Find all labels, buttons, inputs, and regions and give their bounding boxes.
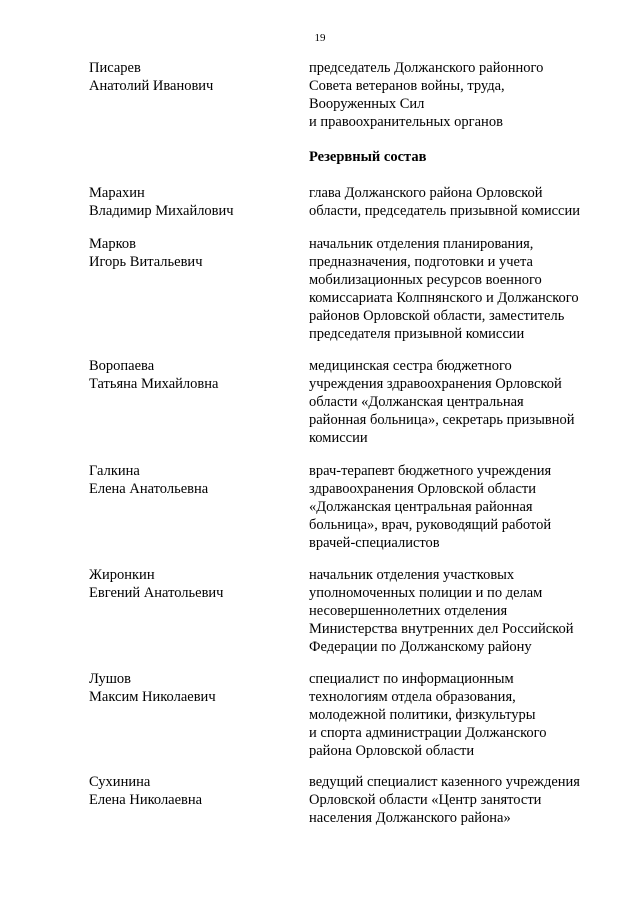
- member-role-line: начальник отделения участковых: [309, 567, 515, 583]
- member-role-line: специалист по информационным: [309, 671, 514, 687]
- member-role-line: начальник отделения планирования,: [309, 236, 534, 252]
- page-number: 19: [314, 32, 326, 44]
- member-name-surname: Писарев: [89, 60, 141, 76]
- member-name-given: Максим Николаевич: [89, 689, 216, 705]
- member-role-line: учреждения здравоохранения Орловской: [309, 376, 562, 392]
- member-role-line: врачей-специалистов: [309, 535, 440, 551]
- member-role-line: Вооруженных Сил: [309, 96, 425, 112]
- member-role-line: Орловской области «Центр занятости: [309, 792, 542, 808]
- member-role-line: мобилизационных ресурсов военного: [309, 272, 542, 288]
- member-name-surname: Сухинина: [89, 774, 151, 790]
- member-name-surname: Марахин: [89, 185, 145, 201]
- member-role-line: Министерства внутренних дел Российской: [309, 621, 574, 637]
- member-role-line: и правоохранительных органов: [309, 114, 503, 130]
- member-name-given: Татьяна Михайловна: [89, 376, 219, 392]
- member-role-line: председателя призывной комиссии: [309, 326, 525, 342]
- member-role-line: комиссии: [309, 430, 368, 446]
- member-role-line: населения Должанского района»: [309, 810, 511, 826]
- member-role-line: комиссариата Колпнянского и Должанского: [309, 290, 579, 306]
- member-role-line: уполномоченных полиции и по делам: [309, 585, 543, 601]
- member-role-line: молодежной политики, физкультуры: [309, 707, 536, 723]
- member-role-line: технологиям отдела образования,: [309, 689, 516, 705]
- member-name-surname: Марков: [89, 236, 136, 252]
- member-name-surname: Лушов: [89, 671, 131, 687]
- member-name-given: Анатолий Иванович: [89, 78, 214, 94]
- member-name-given: Владимир Михайлович: [89, 203, 234, 219]
- member-role-line: ведущий специалист казенного учреждения: [309, 774, 580, 790]
- member-role-line: врач-терапевт бюджетного учреждения: [309, 463, 552, 479]
- member-role-line: предназначения, подготовки и учета: [309, 254, 533, 270]
- member-role-line: Федерации по Должанскому району: [309, 639, 532, 655]
- member-name-surname: Воропаева: [89, 358, 155, 374]
- member-name-given: Елена Анатольевна: [89, 481, 209, 497]
- member-role-line: области «Должанская центральная: [309, 394, 524, 410]
- member-name-given: Елена Николаевна: [89, 792, 203, 808]
- section-heading: Резервный состав: [309, 149, 427, 165]
- member-name-given: Евгений Анатольевич: [89, 585, 224, 601]
- member-role-line: Совета ветеранов войны, труда,: [309, 78, 505, 94]
- member-name-surname: Галкина: [89, 463, 140, 479]
- member-role-line: несовершеннолетних отделения: [309, 603, 508, 619]
- member-role-line: «Должанская центральная районная: [309, 499, 533, 515]
- member-name-surname: Жиронкин: [89, 567, 155, 583]
- member-role-line: медицинская сестра бюджетного: [309, 358, 512, 374]
- member-name-given: Игорь Витальевич: [89, 254, 203, 270]
- member-role-line: районов Орловской области, заместитель: [309, 308, 565, 324]
- member-role-line: района Орловской области: [309, 743, 475, 759]
- member-role-line: председатель Должанского районного: [309, 60, 544, 76]
- member-role-line: и спорта администрации Должанского: [309, 725, 547, 741]
- member-role-line: здравоохранения Орловской области: [309, 481, 536, 497]
- member-role-line: глава Должанского района Орловской: [309, 185, 543, 201]
- member-role-line: районная больница», секретарь призывной: [309, 412, 575, 428]
- member-role-line: области, председатель призывной комиссии: [309, 203, 580, 219]
- member-role-line: больница», врач, руководящий работой: [309, 517, 552, 533]
